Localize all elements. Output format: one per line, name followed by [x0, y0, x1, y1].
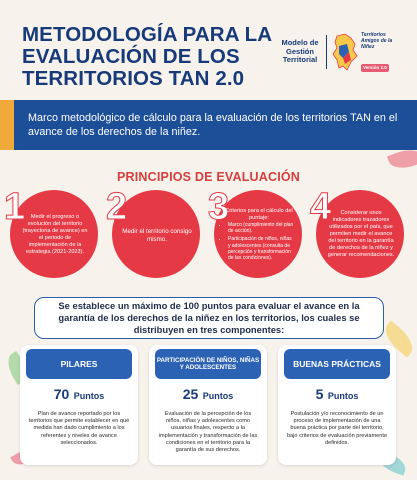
component-card-participacion: [149, 345, 267, 465]
logo-divider: [326, 35, 327, 69]
component-title: PARTICIPACIÓN DE NIÑOS, NIÑAS Y ADOLESCENTES: [155, 349, 261, 379]
principle-number: 1: [4, 186, 26, 228]
principle-text: Criterios para el cálculo del puntaje:: [225, 208, 293, 221]
intro-text: Marco metodológico de cálculo para la evaluación de los territorios TAN en el avance de los derechos de la niñez.: [28, 112, 398, 138]
logo: [278, 28, 406, 76]
component-points: 70 Puntos: [53, 386, 105, 402]
component-description: Evaluación de la percepción de los niños, niñas y adolescentes como usuarios finales, respecto a la implementación y transformación de las condiciones en el territorio para la garantía de sus derechos.: [158, 411, 258, 454]
principle-4: [310, 186, 404, 278]
component-title: BUENAS PRÁCTICAS: [284, 349, 390, 379]
component-points: 5 Puntos: [315, 386, 359, 402]
version-badge: Versión 2.0: [363, 65, 387, 70]
principle-1: [4, 186, 98, 278]
component-card-buenas-practicas: [278, 345, 396, 465]
principle-text: Medir el progreso o evolución del territorio (trayectoria de avance) en el periodo de implementación de la estrategia (2021-2023).: [22, 214, 88, 255]
component-card-pilares: [20, 345, 138, 465]
colombia-map-icon: [331, 32, 361, 72]
page-title: METODOLOGÍA PARA LA EVALUACIÓN DE LOS TERRITORIOS TAN 2.0: [22, 23, 272, 90]
principle-2: [106, 186, 200, 278]
principle-number: 2: [106, 186, 128, 228]
component-title: PILARES: [26, 349, 132, 379]
banner-accent: [0, 100, 14, 150]
principle-text: Considerar unos indicadores trazadores utilizados por el país, que permiten medir el avance del territorio en la garantía de derechos de la niñez y generar recomendaciones.: [327, 210, 395, 258]
principle-number: 4: [310, 186, 332, 228]
component-description: Plan de avance reportado por los territorios que permite establecer en qué medida han dado cumplimiento a los referentes y niveles de avance seleccionados.: [28, 411, 130, 446]
principle-criteria-list: [228, 222, 294, 263]
principle-number: 3: [208, 186, 230, 228]
principles-title: PRINCIPIOS DE EVALUACIÓN: [116, 170, 301, 184]
principle-text: Medir el territorio consigo mismo.: [122, 228, 192, 243]
points-statement: Se establece un máximo de 100 puntos para evaluar el avance en la garantía de los derechos de la niñez en los territorios, los cuales se distribuyen en tres componentes:: [34, 297, 384, 339]
list-item: • Marco (cumplimiento del plan de acción).: [228, 222, 294, 234]
list-item: • Participación de niños, niñas y adolescentes (consulta de percepción y transformación de las condiciones).: [228, 236, 294, 261]
component-points: 25 Puntos: [182, 386, 234, 402]
principle-3: [208, 186, 302, 278]
logo-text: Modelo de Gestión Territorial: [281, 38, 319, 65]
component-description: Postulación y/o reconocimiento de un proceso de implementación de una buena práctica por parte del territorio, bajo criterios de evaluación previamente definidos.: [286, 411, 388, 446]
logo-side: Territorios Amigos de la Niñez Versión 2.0: [361, 32, 393, 70]
